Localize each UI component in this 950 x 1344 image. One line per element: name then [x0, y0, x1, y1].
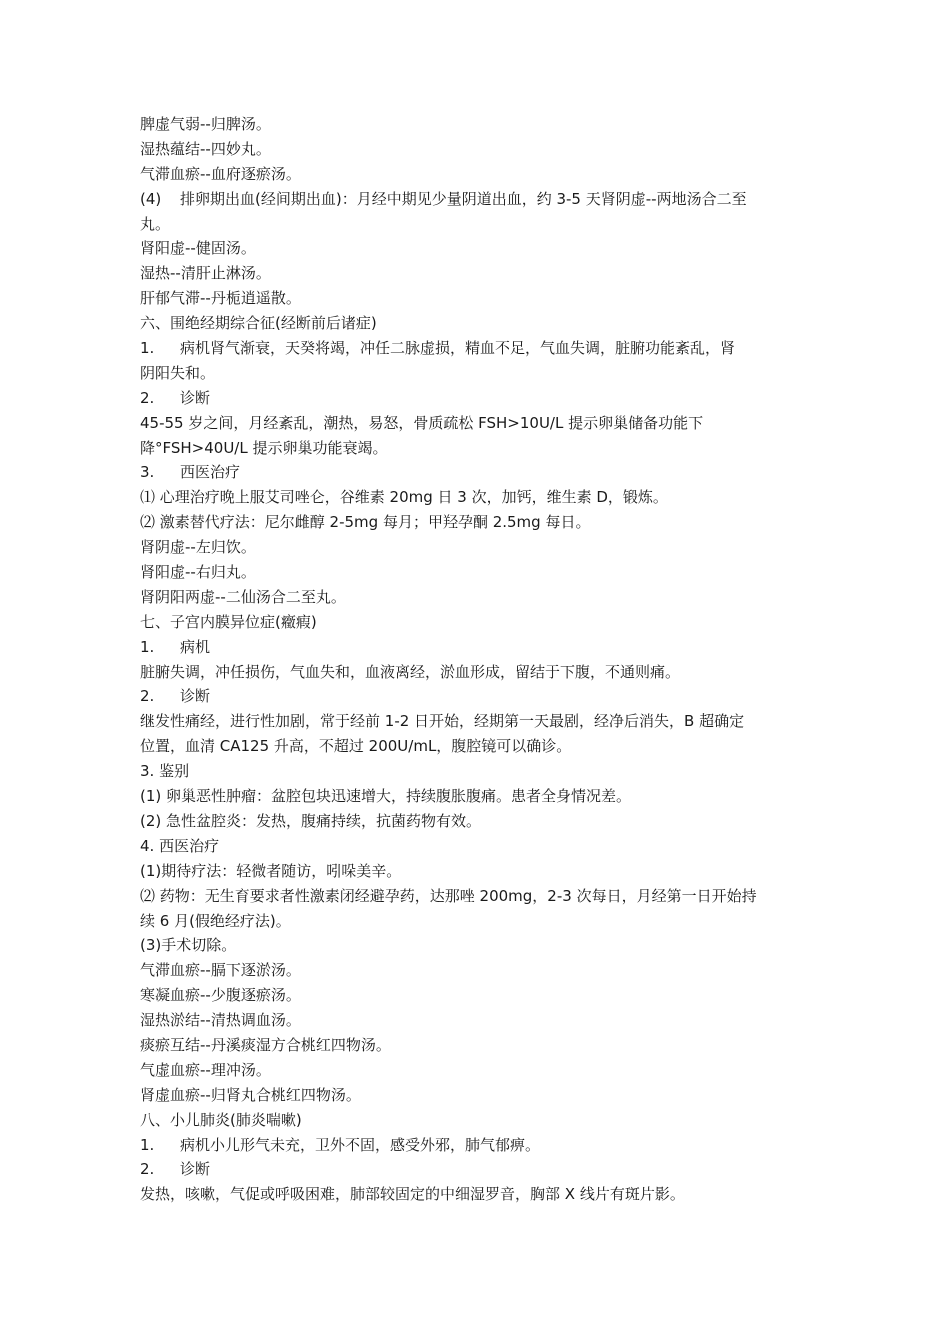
- line-text: 湿热蕴结--四妙丸。: [140, 139, 271, 158]
- line-text: 肾阳虚--右归丸。: [140, 563, 256, 582]
- line-text: 脾虚气弱--归脾汤。: [140, 115, 271, 133]
- document-page: [140, 112, 820, 1207]
- text-line: [140, 336, 820, 361]
- line-text: 4. 西医治疗: [140, 836, 220, 855]
- text-line: [140, 137, 820, 162]
- line-text: ⑴ 心理治疗晚上服艾司唑仑，谷维素 20mg 日 3 次，加钙，维生素 D，锻炼。: [140, 488, 668, 507]
- line-text: ⑵ 药物：无生育要求者性激素闭经避孕药，达那唑 200mg，2-3 次每日，月经第一日开始持: [140, 886, 757, 905]
- line-text: 肝郁气滞--丹栀逍遥散。: [140, 289, 301, 308]
- text-line: [140, 834, 820, 859]
- line-text: 发热，咳嗽，气促或呼吸困难，肺部较固定的中细湿罗音，胸部 X 线片有斑片影。: [140, 1185, 685, 1204]
- line-text: 肾阴阳两虚--二仙汤合二至丸。: [140, 587, 346, 606]
- text-line: [140, 485, 820, 510]
- line-text: 痰瘀互结--丹溪痰湿方合桃红四物汤。: [140, 1035, 391, 1054]
- text-line: [140, 1083, 820, 1108]
- line-text: (1)期待疗法：轻微者随访，吲哚美辛。: [140, 861, 402, 880]
- line-text: 位置，血清 CA125 升高，不超过 200U/mL，腹腔镜可以确诊。: [140, 737, 572, 756]
- text-line: [140, 386, 820, 411]
- text-line: [140, 162, 820, 187]
- list-number: 3.: [140, 463, 155, 482]
- text-line: [140, 187, 820, 212]
- list-number: 2.: [140, 1160, 155, 1179]
- text-line: [140, 585, 820, 610]
- line-text: 病机肾气渐衰，天癸将竭，冲任二脉虚损，精血不足，气血失调，脏腑功能紊乱，肾: [180, 339, 736, 358]
- line-text: 病机: [180, 637, 211, 656]
- text-line: [140, 236, 820, 261]
- text-line: [140, 809, 820, 834]
- text-line: [140, 1182, 820, 1207]
- line-text: 45-55 岁之间，月经紊乱，潮热，易怒，骨质疏松 FSH>10U/L 提示卵巢储备功能下: [140, 413, 704, 432]
- text-line: [140, 983, 820, 1008]
- line-text: 续 6 月(假绝经疗法)。: [140, 911, 291, 930]
- text-line: [140, 759, 820, 784]
- text-line: [140, 660, 820, 685]
- text-line: [140, 361, 820, 386]
- line-text: 肾阳虚--健固汤。: [140, 239, 256, 258]
- line-text: 3. 鉴别: [140, 762, 190, 781]
- line-text: (2) 急性盆腔炎：发热，腹痛持续，抗菌药物有效。: [140, 811, 482, 830]
- text-line: [140, 709, 820, 734]
- list-number: 1.: [140, 339, 155, 358]
- list-number: 1.: [140, 637, 155, 656]
- line-text: 诊断: [180, 1160, 211, 1179]
- text-line: [140, 560, 820, 585]
- line-text: 脏腑失调，冲任损伤，气血失和，血液离经，淤血形成，留结于下腹，不通则痛。: [140, 662, 681, 681]
- text-line: [140, 112, 820, 137]
- text-line: [140, 933, 820, 958]
- line-text: 继发性痛经，进行性加剧，常于经前 1-2 日开始，经期第一天最剧，经净后消失，B 超确定: [140, 712, 745, 731]
- line-text: 八、小儿肺炎(肺炎喘嗽): [140, 1110, 302, 1129]
- text-line: [140, 635, 820, 660]
- text-line: [140, 212, 820, 237]
- text-line: [140, 859, 820, 884]
- line-text: 排卵期出血(经间期出血)：月经中期见少量阴道出血，约 3-5 天肾阴虚--两地汤合二至: [180, 189, 747, 208]
- text-line: [140, 286, 820, 311]
- text-line: [140, 734, 820, 759]
- text-line: [140, 411, 820, 436]
- line-text: 气滞血瘀--膈下逐淤汤。: [140, 961, 301, 980]
- line-text: 六、围绝经期综合征(经断前后诸症): [140, 314, 377, 333]
- list-number: 2.: [140, 388, 155, 407]
- line-text: 气虚血瘀--理冲汤。: [140, 1060, 271, 1079]
- line-text: 降°FSH>40U/L 提示卵巢功能衰竭。: [140, 438, 388, 457]
- text-line: [140, 261, 820, 286]
- line-text: 阴阳失和。: [140, 363, 216, 382]
- text-line: [140, 884, 820, 909]
- text-line: [140, 510, 820, 535]
- text-line: [140, 610, 820, 635]
- list-number: 2.: [140, 687, 155, 706]
- text-line: [140, 535, 820, 560]
- line-text: ⑵ 激素替代疗法：尼尔雌醇 2-5mg 每月；甲羟孕酮 2.5mg 每日。: [140, 513, 591, 532]
- line-text: 肾阴虚--左归饮。: [140, 538, 256, 557]
- line-text: 七、子宫内膜异位症(癥瘕): [140, 612, 317, 631]
- line-text: (3)手术切除。: [140, 936, 237, 955]
- text-line: [140, 909, 820, 934]
- text-line: [140, 684, 820, 709]
- line-text: 病机小儿形气未充，卫外不固，感受外邪，肺气郁痹。: [180, 1135, 541, 1154]
- text-line: [140, 460, 820, 485]
- line-text: 诊断: [180, 687, 211, 706]
- text-line: [140, 1133, 820, 1158]
- list-number: 1.: [140, 1135, 155, 1154]
- text-line: [140, 784, 820, 809]
- line-text: 湿热淤结--清热调血汤。: [140, 1011, 301, 1030]
- text-line: [140, 311, 820, 336]
- text-line: [140, 958, 820, 983]
- line-text: 西医治疗: [180, 463, 241, 482]
- line-text: (1) 卵巢恶性肿瘤：盆腔包块迅速增大，持续腹胀腹痛。患者全身情况差。: [140, 787, 632, 806]
- text-line: [140, 436, 820, 461]
- line-text: 丸。: [140, 214, 171, 233]
- text-line: [140, 1033, 820, 1058]
- line-text: 肾虚血瘀--归肾丸合桃红四物汤。: [140, 1085, 361, 1104]
- text-line: [140, 1157, 820, 1182]
- line-text: 寒凝血瘀--少腹逐瘀汤。: [140, 986, 301, 1005]
- text-line: [140, 1058, 820, 1083]
- line-text: 气滞血瘀--血府逐瘀汤。: [140, 164, 301, 183]
- line-text: 诊断: [180, 388, 211, 407]
- list-number: (4): [140, 189, 162, 208]
- text-line: [140, 1108, 820, 1133]
- text-line: [140, 1008, 820, 1033]
- line-text: 湿热--清肝止淋汤。: [140, 264, 271, 283]
